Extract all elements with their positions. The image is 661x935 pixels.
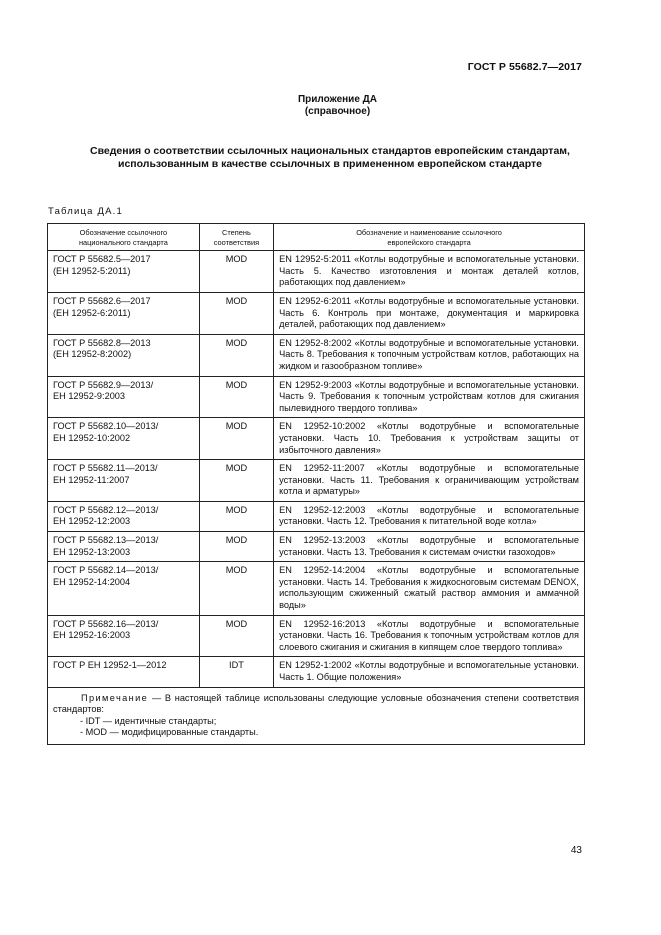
table-header-row (48, 224, 585, 251)
document-title-line: Сведения о соответствии ссылочных национальных стандартов европейским стандартам, (90, 145, 570, 157)
header-european-standard: Обозначение и наименование ссылочного европейского стандарта (274, 224, 585, 251)
national-standard-cell: ГОСТ Р ЕН 12952-1—2012 (48, 657, 200, 687)
note-body: — В настоящей таблице использованы следующие условные обозначения степени соответствия стандартов: (53, 692, 579, 715)
document-title-line: использованным в качестве ссылочных в примененном европейском стандарте (118, 157, 542, 170)
table-row (48, 615, 585, 657)
european-standard-cell: EN 12952-16:2013 «Котлы водотрубные и вспомогательные установки. Часть 16. Требования к топочным устройствам котлов для слоевого сжигания и сжигания в кипящем слое твердого топлива» (274, 615, 585, 657)
european-standard-cell: EN 12952-1:2002 «Котлы водотрубные и вспомогательные установки. Часть 1. Общие положения» (274, 657, 585, 687)
degree-cell: MOD (199, 292, 273, 334)
degree-cell: IDT (199, 657, 273, 687)
national-standard-cell: ГОСТ Р 55682.16—2013/ ЕН 12952-16:2003 (48, 615, 200, 657)
european-standard-cell: EN 12952-14:2004 «Котлы водотрубные и вспомогательные установки. Часть 14. Требования к жидкосноговым системам DENOX, использующим сжиженный сжатый раствор аммония и аммачной воды» (274, 562, 585, 615)
degree-cell: MOD (199, 376, 273, 418)
note-text (53, 693, 579, 716)
appendix-subtitle: (справочное) (304, 106, 371, 117)
european-standard-cell: EN 12952-11:2007 «Котлы водотрубные и вспомогательные установки. Часть 11. Требования к ограничивающим устройствам котла и арматуры» (274, 460, 585, 502)
european-standard-cell: EN 12952-13:2003 «Котлы водотрубные и вспомогательные установки. Часть 13. Требования к системам очистки газоходов» (274, 532, 585, 562)
header-national-standard: Обозначение ссылочного национального стандарта (48, 224, 200, 251)
degree-cell: MOD (199, 334, 273, 376)
national-standard-cell: ГОСТ Р 55682.11—2013/ ЕН 12952-11:2007 (48, 460, 200, 502)
european-standard-cell: EN 12952-12:2003 «Котлы водотрубные и вспомогательные установки. Часть 12. Требования к питательной воде котла» (274, 501, 585, 531)
table-caption: Таблица ДА.1 (48, 206, 123, 217)
national-standard-cell: ГОСТ Р 55682.6—2017 (ЕН 12952-6:2011) (48, 292, 200, 334)
table-row (48, 292, 585, 334)
note-item: - IDT — идентичные стандарты; (80, 715, 217, 726)
degree-cell: MOD (199, 562, 273, 615)
table-row (48, 251, 585, 293)
page-number: 43 (570, 845, 582, 856)
national-standard-cell: ГОСТ Р 55682.10—2013/ ЕН 12952-10:2002 (48, 418, 200, 460)
table-row (48, 501, 585, 531)
table-row (48, 376, 585, 418)
table-row (48, 418, 585, 460)
degree-cell: MOD (199, 418, 273, 460)
note-label: Примечание (81, 692, 149, 703)
national-standard-cell: ГОСТ Р 55682.8—2013 (ЕН 12952-8:2002) (48, 334, 200, 376)
correspondence-table (47, 223, 585, 745)
table-row (48, 334, 585, 376)
table-row (48, 562, 585, 615)
national-standard-cell: ГОСТ Р 55682.13—2013/ ЕН 12952-13:2003 (48, 532, 200, 562)
national-standard-cell: ГОСТ Р 55682.9—2013/ ЕН 12952-9:2003 (48, 376, 200, 418)
degree-cell: MOD (199, 251, 273, 293)
table-note (48, 687, 585, 744)
header-degree: Степень соответствия (199, 224, 273, 251)
standard-code: ГОСТ Р 55682.7—2017 (467, 61, 582, 73)
degree-cell: MOD (199, 532, 273, 562)
table-row (48, 460, 585, 502)
european-standard-cell: EN 12952-8:2002 «Котлы водотрубные и вспомогательные установки. Часть 8. Требования к топочным устройствам котлов, работающих на жидком и газообразном топливе» (274, 334, 585, 376)
national-standard-cell: ГОСТ Р 55682.14—2013/ ЕН 12952-14:2004 (48, 562, 200, 615)
european-standard-cell: EN 12952-5:2011 «Котлы водотрубные и вспомогательные установки. Часть 5. Качество изготовления и монтаж деталей котлов, работающих под давлением» (274, 251, 585, 293)
european-standard-cell: EN 12952-9:2003 «Котлы водотрубные и вспомогательные установки. Часть 9. Требования к топочным устройствам котлов для сжигания пылевидного твердого топлива» (274, 376, 585, 418)
appendix-title: Приложение ДА (297, 94, 378, 105)
degree-cell: MOD (199, 615, 273, 657)
appendix-heading (0, 94, 661, 118)
degree-cell: MOD (199, 460, 273, 502)
european-standard-cell: EN 12952-6:2011 «Котлы водотрубные и вспомогательные установки. Часть 6. Контроль при монтаже, документация и маркировка деталей, работающих под давлением» (274, 292, 585, 334)
national-standard-cell: ГОСТ Р 55682.5—2017 (ЕН 12952-5:2011) (48, 251, 200, 293)
table-row (48, 657, 585, 687)
degree-cell: MOD (199, 501, 273, 531)
european-standard-cell: EN 12952-10:2002 «Котлы водотрубные и вспомогательные установки. Часть 10. Требования к устройствам защиты от избыточного давления» (274, 418, 585, 460)
note-item: - MOD — модифицированные стандарты. (80, 727, 259, 738)
table-row (48, 532, 585, 562)
national-standard-cell: ГОСТ Р 55682.12—2013/ ЕН 12952-12:2003 (48, 501, 200, 531)
table-note-row (48, 687, 585, 744)
document-title (40, 145, 620, 170)
